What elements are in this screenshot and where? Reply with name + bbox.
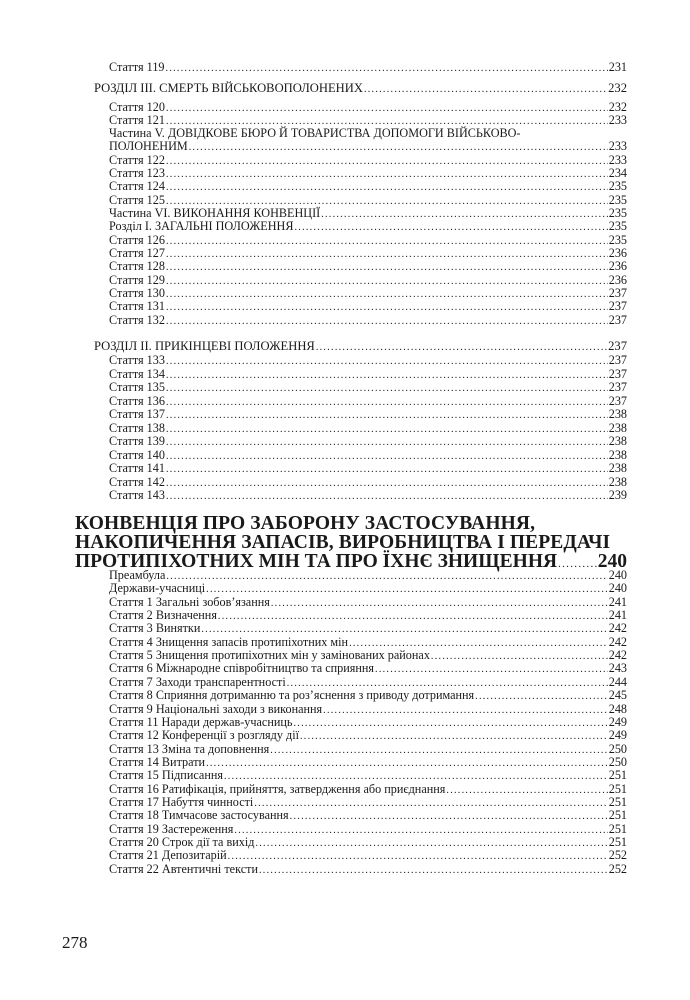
entry-label: Стаття 17 Набуття чинності <box>109 794 254 809</box>
entry-page: 251 <box>608 794 627 809</box>
entry-page: 252 <box>608 848 627 863</box>
dot-leader <box>475 689 608 703</box>
entry-label: Стаття 141 <box>109 461 165 475</box>
section-page: 232 <box>608 81 627 95</box>
entry-label: Стаття 15 Підписання <box>109 768 223 783</box>
entry-label: Стаття 5 Знищення протипіхотних мін у замінованих районах <box>109 648 430 663</box>
dot-leader <box>166 180 608 194</box>
entry-page: 235 <box>608 193 627 207</box>
dot-leader <box>316 340 607 354</box>
entry-page: 251 <box>608 781 627 796</box>
entry-page: 245 <box>608 688 627 703</box>
toc-entry[interactable] <box>109 381 627 395</box>
dot-leader <box>255 836 607 850</box>
entry-label: Частина V. ДОВІДКОВЕ БЮРО Й ТОВАРИСТВА ДОПОМОГИ ВІЙСЬКОВО- <box>109 126 521 140</box>
entry-label: Стаття 8 Сприяння дотриманню та роз’яснення з приводу дотримання <box>109 688 475 703</box>
entry-page: 235 <box>608 219 627 233</box>
entry-page: 251 <box>608 835 627 849</box>
toc-section-heading[interactable] <box>94 82 627 96</box>
dot-leader <box>364 82 607 96</box>
dot-leader <box>228 849 608 863</box>
entry-label: Стаття 138 <box>109 421 165 435</box>
dot-leader <box>293 716 607 730</box>
dot-leader <box>259 863 608 877</box>
dot-leader <box>166 381 608 395</box>
entry-page: 238 <box>608 421 627 435</box>
entry-label: Стаття 136 <box>109 394 165 408</box>
entry-page: 232 <box>608 100 627 114</box>
entry-label: Стаття 120 <box>109 100 165 114</box>
section-page: 237 <box>608 339 627 353</box>
entry-label: Стаття 3 Винятки <box>109 621 201 636</box>
entry-label: Держави-учасниці <box>109 581 206 596</box>
entry-page: 240 <box>608 568 627 582</box>
dot-leader <box>254 796 607 810</box>
entry-label: Стаття 11 Наради держав-учасниць <box>109 714 293 729</box>
entry-page: 242 <box>608 621 627 636</box>
toc-entry[interactable] <box>109 260 627 274</box>
entry-label: Стаття 130 <box>109 286 165 300</box>
entry-label: Стаття 123 <box>109 166 165 180</box>
entry-label: ПОЛОНЕНИМ <box>109 139 188 153</box>
entry-label: Стаття 121 <box>109 113 165 127</box>
page-number: 278 <box>62 933 88 952</box>
toc-entry[interactable] <box>109 354 627 368</box>
entry-page: 240 <box>608 581 627 596</box>
entry-page: 233 <box>608 153 627 167</box>
entry-page: 243 <box>608 661 627 676</box>
entry-page: 238 <box>608 434 627 448</box>
entry-page: 238 <box>608 461 627 475</box>
entry-label: Стаття 131 <box>109 299 165 313</box>
convention-page: 240 <box>597 551 627 572</box>
dot-leader <box>446 783 607 797</box>
entry-label: Преамбула <box>109 568 166 582</box>
entry-page: 237 <box>608 299 627 313</box>
entry-page: 235 <box>608 179 627 193</box>
entry-label: Стаття 2 Визначення <box>109 608 217 623</box>
entry-page: 237 <box>608 380 627 394</box>
entry-page: 237 <box>608 367 627 381</box>
entry-page: 250 <box>608 741 627 756</box>
entry-label: Стаття 128 <box>109 259 165 273</box>
dot-leader <box>189 140 608 154</box>
dot-leader <box>166 354 608 368</box>
entry-label: Стаття 137 <box>109 407 165 421</box>
entry-label: Стаття 119 <box>109 60 165 74</box>
entry-label: Стаття 18 Тимчасове застосування <box>109 808 289 823</box>
entry-label: Стаття 16 Ратифікація, прийняття, затвердження або приєднання <box>109 781 446 796</box>
entry-label: Стаття 21 Депозитарій <box>109 848 227 863</box>
dot-leader <box>166 435 608 449</box>
entry-label: Частина VI. ВИКОНАННЯ КОНВЕНЦІЇ <box>109 206 321 220</box>
entry-label: Стаття 127 <box>109 246 165 260</box>
entry-page: 249 <box>608 728 627 743</box>
dot-leader <box>431 649 608 663</box>
entry-label: Розділ І. ЗАГАЛЬНІ ПОЛОЖЕННЯ <box>109 219 294 233</box>
dot-leader <box>290 809 608 823</box>
entry-page: 242 <box>608 648 627 663</box>
toc-entry[interactable] <box>109 140 627 154</box>
entry-page: 231 <box>608 60 627 74</box>
entry-label: Стаття 1 Загальні зобов’язання <box>109 594 270 609</box>
entry-label: Стаття 140 <box>109 448 165 462</box>
toc-entry[interactable] <box>109 180 627 194</box>
entry-page: 250 <box>608 754 627 769</box>
entry-page: 251 <box>608 808 627 823</box>
entry-label: Стаття 6 Міжнародне співробітництво та сприяння <box>109 661 375 676</box>
entry-page: 233 <box>608 139 627 153</box>
toc-entry[interactable] <box>109 61 627 75</box>
convention-title-line: КОНВЕНЦІЯ ПРО ЗАБОРОНУ ЗАСТОСУВАННЯ, <box>75 513 536 534</box>
entry-page: 241 <box>608 608 627 623</box>
entry-label: Стаття 129 <box>109 273 165 287</box>
entry-page: 235 <box>608 233 627 247</box>
convention-title-line: ПРОТИПІХОТНИХ МІН ТА ПРО ЇХНЄ ЗНИЩЕННЯ <box>75 551 558 572</box>
entry-page: 241 <box>608 594 627 609</box>
toc-entry[interactable] <box>109 489 627 503</box>
entry-page: 233 <box>608 113 627 127</box>
toc-entry[interactable] <box>109 220 627 234</box>
dot-leader <box>271 596 608 610</box>
entry-page: 244 <box>608 674 627 689</box>
entry-page: 251 <box>608 768 627 783</box>
toc-entry[interactable] <box>109 435 627 449</box>
entry-page: 234 <box>608 166 627 180</box>
dot-leader <box>323 703 608 717</box>
dot-leader <box>270 743 607 757</box>
toc-entry[interactable] <box>109 462 627 476</box>
entry-label: Стаття 133 <box>109 353 165 367</box>
dot-leader <box>166 408 608 422</box>
entry-page: 237 <box>608 286 627 300</box>
entry-page: 238 <box>608 448 627 462</box>
entry-label: Стаття 132 <box>109 313 165 327</box>
dot-leader <box>218 609 608 623</box>
entry-label: Стаття 122 <box>109 153 165 167</box>
dot-leader <box>166 260 608 274</box>
section-label: РОЗДІЛ ІІ. ПРИКІНЦЕВІ ПОЛОЖЕННЯ <box>94 339 315 353</box>
entry-page: 242 <box>608 634 627 649</box>
entry-label: Стаття 12 Конференції з розгляду дії <box>109 728 299 743</box>
entry-label: Стаття 22 Автентичні тексти <box>109 861 258 876</box>
entry-label: Стаття 142 <box>109 475 165 489</box>
entry-page: 235 <box>608 206 627 220</box>
entry-label: Стаття 14 Витрати <box>109 754 206 769</box>
dot-leader <box>300 729 608 743</box>
entry-label: Стаття 125 <box>109 193 165 207</box>
entry-page: 251 <box>608 821 627 836</box>
entry-label: Стаття 126 <box>109 233 165 247</box>
entry-label: Стаття 143 <box>109 488 165 502</box>
entry-label: Стаття 9 Національні заходи з виконання <box>109 701 323 716</box>
entry-label: Стаття 124 <box>109 179 165 193</box>
entry-page: 252 <box>608 861 627 876</box>
entry-page: 237 <box>608 353 627 367</box>
entry-label: Стаття 13 Зміна та доповнення <box>109 741 270 756</box>
toc-entry[interactable] <box>109 863 627 877</box>
toc-entry[interactable] <box>109 300 627 314</box>
convention-title-line: НАКОПИЧЕННЯ ЗАПАСІВ, ВИРОБНИЦТВА І ПЕРЕДАЧІ <box>75 532 611 553</box>
dot-leader <box>166 314 608 328</box>
section-label: РОЗДІЛ ІІІ. СМЕРТЬ ВІЙСЬКОВОПОЛОНЕНИХ <box>94 81 363 95</box>
entry-page: 237 <box>608 394 627 408</box>
toc-entry[interactable] <box>109 314 627 328</box>
entry-label: Стаття 4 Знищення запасів протипіхотних мін <box>109 634 349 649</box>
toc-entry[interactable] <box>109 408 627 422</box>
entry-label: Стаття 19 Застереження <box>109 821 234 836</box>
entry-page: 239 <box>608 488 627 502</box>
entry-label: Стаття 135 <box>109 380 165 394</box>
entry-label: Стаття 7 Заходи транспарентності <box>109 674 286 689</box>
entry-page: 237 <box>608 313 627 327</box>
entry-page: 238 <box>608 475 627 489</box>
entry-label: Стаття 139 <box>109 434 165 448</box>
dot-leader <box>166 569 607 583</box>
dot-leader <box>375 662 608 676</box>
entry-label: Стаття 20 Строк дії та вихід <box>109 835 255 849</box>
entry-page: 236 <box>608 259 627 273</box>
entry-page: 238 <box>608 407 627 421</box>
dot-leader <box>234 823 607 837</box>
entry-label: Стаття 134 <box>109 367 165 381</box>
entry-page: 249 <box>608 714 627 729</box>
dot-leader <box>166 61 608 75</box>
entry-page: 248 <box>608 701 627 716</box>
entry-page: 236 <box>608 273 627 287</box>
dot-leader <box>166 489 608 503</box>
dot-leader <box>166 462 608 476</box>
toc-section-heading[interactable] <box>94 340 627 354</box>
dot-leader <box>294 220 607 234</box>
dot-leader <box>166 300 608 314</box>
entry-page: 236 <box>608 246 627 260</box>
dot-leader <box>206 756 608 770</box>
